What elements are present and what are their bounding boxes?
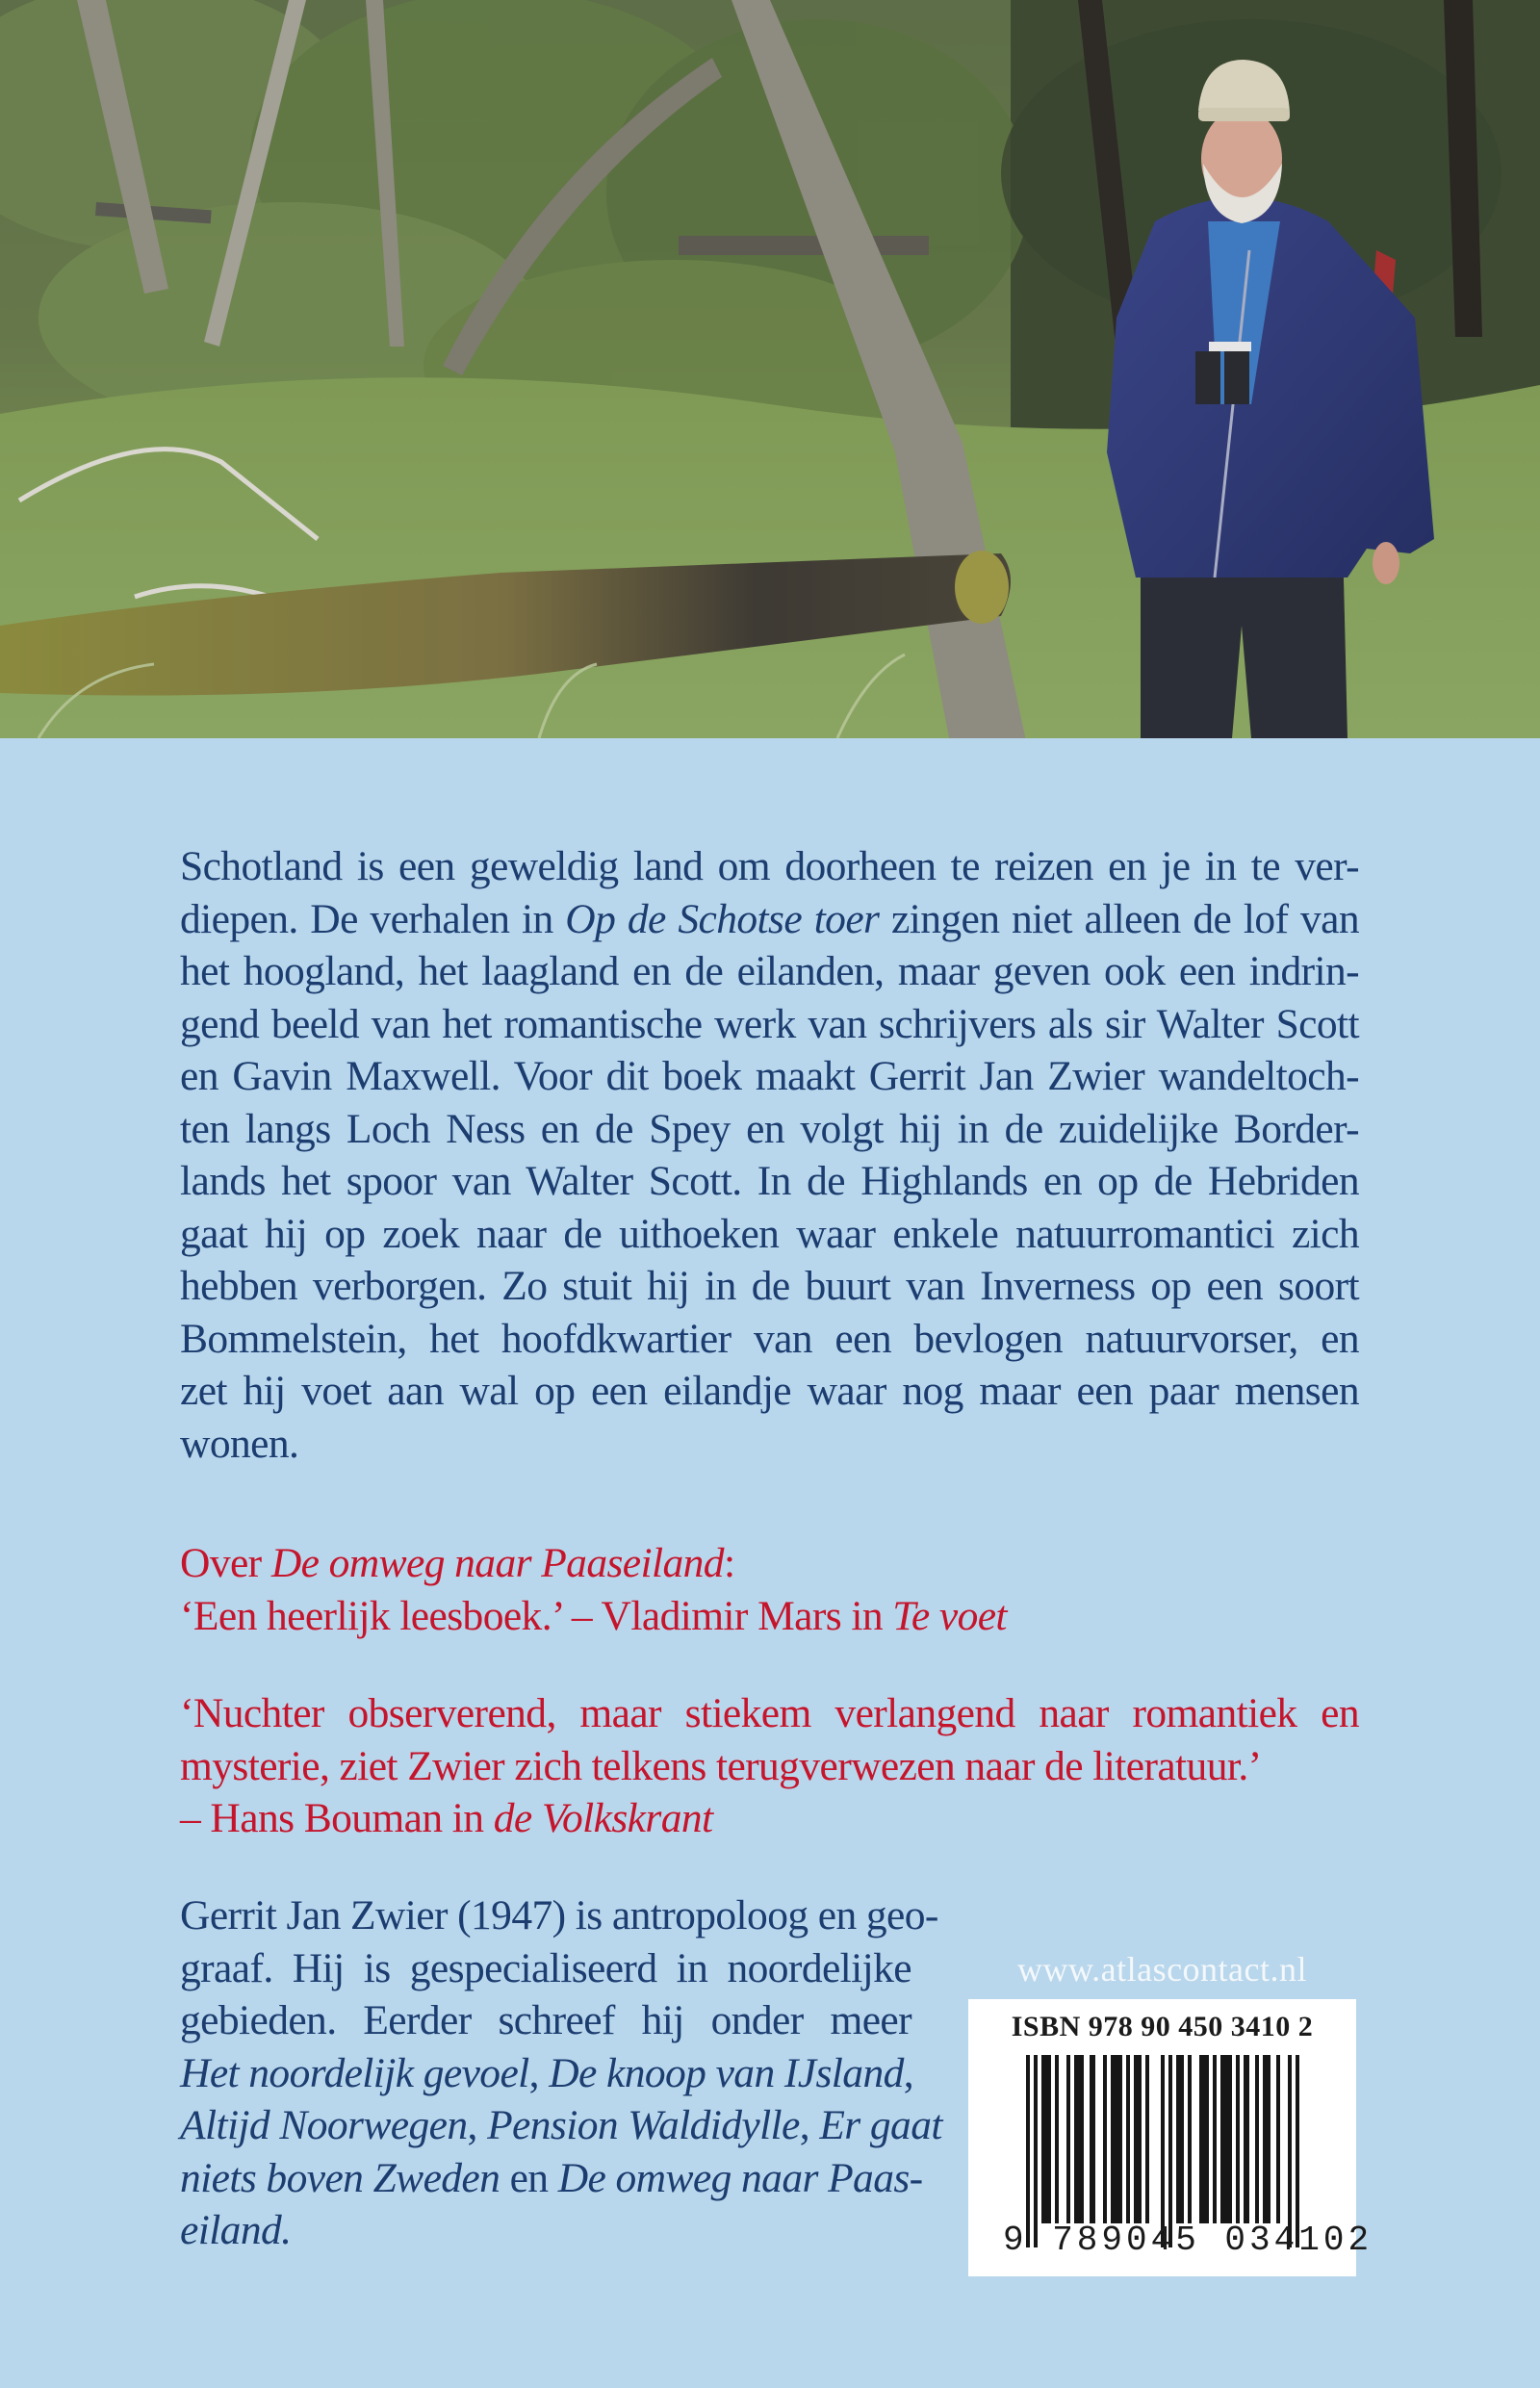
review-book-title: De omweg naar Paaseiland: [270, 1540, 724, 1586]
blurb-line: het hoogland, het laagland en de eilanden, maar geven ook een indrin-: [180, 948, 1359, 994]
blurb-line: gend beeld van het romantische werk van schrijvers als sir Walter Scott: [180, 1000, 1359, 1047]
review-intro: Over De omweg naar Paaseiland:: [180, 1540, 735, 1586]
blurb-line: wonen.: [180, 1420, 299, 1467]
forest-photo-illustration: [0, 0, 1540, 738]
blurb-line: Bommelstein, het hoofdkwartier van een bevlogen natuurvorser, en: [180, 1315, 1359, 1362]
bio-line: Het noordelijk gevoel, De knoop van IJsland,: [180, 2049, 914, 2096]
isbn-barcode: [968, 1999, 1373, 2276]
bio-line: eiland.: [180, 2207, 292, 2253]
review-quote-2: [180, 1687, 1359, 1845]
isbn-label: ISBN 978 90 450 3410 2: [1011, 2011, 1314, 2042]
bio-line: graaf. Hij is gespecialiseerd in noordelijke: [180, 1944, 911, 1991]
review-source: Te voet: [892, 1592, 1007, 1639]
publisher-url[interactable]: www.atlascontact.nl: [1016, 1950, 1308, 1989]
ean-digits: 9 789045 034102: [1003, 2221, 1373, 2260]
book-description: [180, 840, 1359, 1470]
review-text-line: ‘Nuchter observerend, maar stiekem verlangend naar romantiek en: [180, 1690, 1359, 1736]
review-source: de Volkskrant: [493, 1795, 713, 1841]
book-title: Op de Schotse toer: [565, 895, 880, 942]
review-quote-1: [180, 1537, 1359, 1642]
bio-line: gebieden. Eerder schreef hij onder meer: [180, 1997, 911, 2043]
cover-photo: [0, 0, 1540, 738]
blurb-line: zet hij voet aan wal op een eilandje waar nog maar een paar mensen: [180, 1368, 1359, 1414]
bio-line: Gerrit Jan Zwier (1947) is antropoloog en geo-: [180, 1892, 938, 1939]
review-text-line: mysterie, ziet Zwier zich telkens terugverwezen naar de literatuur.’: [180, 1742, 1262, 1789]
blurb-line: diepen. De verhalen in Op de Schotse toer zingen niet alleen de lof van: [180, 895, 1360, 942]
blurb-line: gaat hij op zoek naar de uithoeken waar enkele natuurromantici zich: [180, 1210, 1359, 1257]
bio-line: Altijd Noorwegen, Pension Waldidylle, Er gaat: [180, 2102, 942, 2148]
blurb-line: hebben verborgen. Zo stuit hij in de buurt van Inverness op een soort: [180, 1263, 1359, 1309]
author-bio: [180, 1889, 942, 2257]
bio-line: niets boven Zweden en De omweg naar Paas-: [180, 2154, 923, 2201]
blurb-line: lands het spoor van Walter Scott. In de Highlands en op de Hebriden: [180, 1158, 1359, 1204]
blurb-line: en Gavin Maxwell. Voor dit boek maakt Gerrit Jan Zwier wandeltoch-: [180, 1053, 1359, 1099]
barcode-bars-icon: [1026, 2055, 1305, 2247]
review-text: ‘Een heerlijk leesboek.’ – Vladimir Mars in Te voet: [180, 1592, 1007, 1639]
blurb-line: ten langs Loch Ness en de Spey en volgt hij in de zuidelijke Border-: [180, 1105, 1359, 1152]
blurb-line: Schotland is een geweldig land om doorheen te reizen en je in te ver-: [180, 843, 1359, 889]
review-attribution: – Hans Bouman in de Volkskrant: [180, 1795, 713, 1841]
